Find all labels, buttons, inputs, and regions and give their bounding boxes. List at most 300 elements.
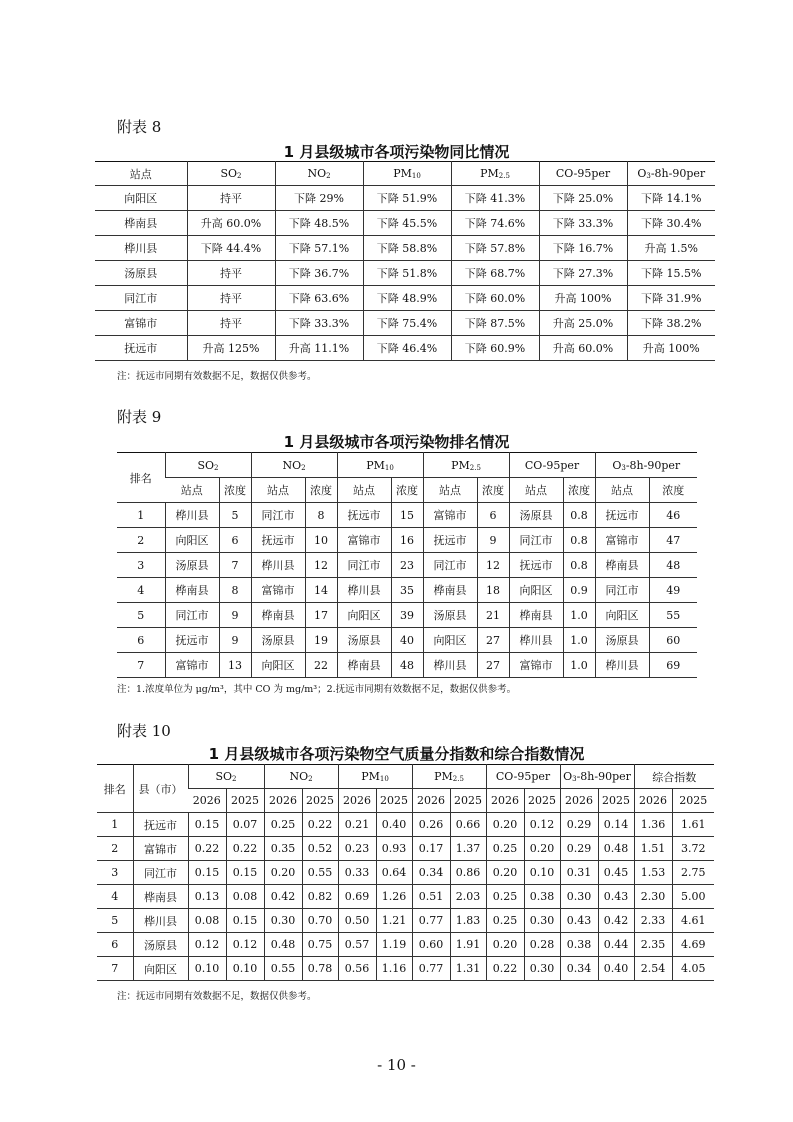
table-cell: 0.34 <box>560 957 598 981</box>
row-label-cell: 向阳区 <box>95 186 187 211</box>
table-row <box>97 885 714 909</box>
table-cell: 9 <box>219 603 251 628</box>
subheader-station: 站点 <box>251 478 305 503</box>
year-previous: 2025 <box>524 789 560 813</box>
table-row <box>95 186 715 211</box>
year-previous: 2025 <box>598 789 634 813</box>
subheader-station: 站点 <box>509 478 563 503</box>
row-label-cell: 7 <box>117 653 165 678</box>
table-cell: 汤原县 <box>251 628 305 653</box>
header-station: 站点 <box>95 162 187 186</box>
table-cell: 0.14 <box>598 813 634 837</box>
table-cell: 8 <box>219 578 251 603</box>
table-cell: 桦南县 <box>423 578 477 603</box>
table-row <box>97 933 714 957</box>
table-cell: 0.45 <box>598 861 634 885</box>
table-cell: 同江市 <box>423 553 477 578</box>
table-cell: 下降 44.4% <box>187 236 275 261</box>
year-previous: 2025 <box>672 789 714 813</box>
table-cell: 下降 15.5% <box>627 261 715 286</box>
header-pm10: $PM_{10}$ <box>363 162 451 186</box>
table-cell: 0.35 <box>264 837 302 861</box>
table-cell: 60 <box>649 628 697 653</box>
table-cell: 18 <box>477 578 509 603</box>
header-county: 县（市） <box>133 765 188 813</box>
table-cell: 桦南县 <box>165 578 219 603</box>
table-cell: 下降 41.3% <box>451 186 539 211</box>
table-cell: 下降 33.3% <box>275 311 363 336</box>
table-cell: 下降 48.9% <box>363 286 451 311</box>
row-label-cell: 同江市 <box>95 286 187 311</box>
table-cell: 12 <box>305 553 337 578</box>
table-cell: 0.40 <box>598 957 634 981</box>
subheader-conc: 浓度 <box>305 478 337 503</box>
row-label-cell: 4 <box>97 885 133 909</box>
table-cell: 下降 31.9% <box>627 286 715 311</box>
table-cell: 抚远市 <box>337 503 391 528</box>
table-row <box>117 503 697 528</box>
table-cell: 0.51 <box>412 885 450 909</box>
table-cell: 同江市 <box>509 528 563 553</box>
table-cell: 1.37 <box>450 837 486 861</box>
table-cell: 下降 75.4% <box>363 311 451 336</box>
table-row <box>117 553 697 578</box>
table-cell: 桦南县 <box>337 653 391 678</box>
table-cell: 0.28 <box>524 933 560 957</box>
table-cell: 0.15 <box>188 861 226 885</box>
header-no2: $NO_2$ <box>275 162 363 186</box>
table-cell: 抚远市 <box>423 528 477 553</box>
table-cell: 0.12 <box>226 933 264 957</box>
table-cell: 同江市 <box>337 553 391 578</box>
header-rank: 排名 <box>117 453 165 503</box>
table-cell: 2.75 <box>672 861 714 885</box>
table-cell: 下降 60.9% <box>451 336 539 361</box>
table-cell: 0.30 <box>264 909 302 933</box>
table-cell: 桦南县 <box>251 603 305 628</box>
table-cell: 汤原县 <box>423 603 477 628</box>
table-cell: 1.26 <box>376 885 412 909</box>
table-cell: 0.30 <box>524 957 560 981</box>
table-cell: 0.43 <box>598 885 634 909</box>
year-current: 2026 <box>412 789 450 813</box>
table-cell: 向阳区 <box>509 578 563 603</box>
table-cell: 1.51 <box>634 837 672 861</box>
table-row <box>97 957 714 981</box>
table-cell: 35 <box>391 578 423 603</box>
table-cell: 下降 29% <box>275 186 363 211</box>
table-cell: 下降 63.6% <box>275 286 363 311</box>
table9-label: 附表 9 <box>117 408 162 426</box>
table-cell: 桦南县 <box>133 885 188 909</box>
table-cell: 0.34 <box>412 861 450 885</box>
table-cell: 桦川县 <box>337 578 391 603</box>
row-label-cell: 1 <box>117 503 165 528</box>
table-cell: 下降 68.7% <box>451 261 539 286</box>
year-previous: 2025 <box>226 789 264 813</box>
table-cell: 2.54 <box>634 957 672 981</box>
table-cell: 抚远市 <box>509 553 563 578</box>
row-label-cell: 5 <box>97 909 133 933</box>
table-cell: 下降 25.0% <box>539 186 627 211</box>
table-cell: 下降 45.5% <box>363 211 451 236</box>
table-cell: 向阳区 <box>165 528 219 553</box>
table10-title: 1 月县级城市各项污染物空气质量分指数和综合指数情况 <box>208 745 585 763</box>
table10-note: 注：抚远市同期有效数据不足，数据仅供参考。 <box>117 991 317 1002</box>
table-cell: 1.91 <box>450 933 486 957</box>
table9-note: 注：1.浓度单位为 μg/m³，其中 CO 为 mg/m³；2.抚远市同期有效数据不足，数据仅供参考。 <box>117 684 517 695</box>
table-cell: 1.21 <box>376 909 412 933</box>
table-cell: 19 <box>305 628 337 653</box>
table-cell: 1.0 <box>563 653 595 678</box>
table9 <box>117 452 697 678</box>
row-label-cell: 富锦市 <box>95 311 187 336</box>
header-o3: $O_3-8h-90per$ <box>560 765 634 789</box>
table-cell: 1.53 <box>634 861 672 885</box>
table-cell: 0.55 <box>264 957 302 981</box>
table-cell: 0.38 <box>524 885 560 909</box>
table-cell: 向阳区 <box>595 603 649 628</box>
table-cell: 0.66 <box>450 813 486 837</box>
table-row <box>117 603 697 628</box>
table-cell: 17 <box>305 603 337 628</box>
table-cell: 7 <box>219 553 251 578</box>
table-cell: 下降 51.9% <box>363 186 451 211</box>
table-cell: 下降 57.1% <box>275 236 363 261</box>
table-cell: 1.19 <box>376 933 412 957</box>
table-cell: 0.86 <box>450 861 486 885</box>
table-cell: 3.72 <box>672 837 714 861</box>
table-cell: 0.22 <box>302 813 338 837</box>
table-cell: 39 <box>391 603 423 628</box>
table-cell: 富锦市 <box>423 503 477 528</box>
table9-header-row <box>117 453 697 478</box>
table8 <box>95 161 715 361</box>
table-cell: 49 <box>649 578 697 603</box>
table10 <box>97 764 714 981</box>
table-row <box>97 861 714 885</box>
row-label-cell: 桦南县 <box>95 211 187 236</box>
header-co: CO-95per <box>509 453 595 478</box>
table-row <box>117 528 697 553</box>
table-row <box>97 813 714 837</box>
table-cell: 下降 87.5% <box>451 311 539 336</box>
table-cell: 持平 <box>187 261 275 286</box>
table-cell: 同江市 <box>251 503 305 528</box>
table-cell: 富锦市 <box>251 578 305 603</box>
header-so2: $SO_2$ <box>188 765 264 789</box>
table-cell: 0.77 <box>412 909 450 933</box>
subheader-station: 站点 <box>423 478 477 503</box>
table-cell: 46 <box>649 503 697 528</box>
header-co: CO-95per <box>539 162 627 186</box>
table-cell: 0.64 <box>376 861 412 885</box>
table-cell: 1.36 <box>634 813 672 837</box>
table-cell: 0.56 <box>338 957 376 981</box>
table-cell: 同江市 <box>165 603 219 628</box>
table-cell: 0.52 <box>302 837 338 861</box>
table-cell: 1.61 <box>672 813 714 837</box>
table-cell: 0.82 <box>302 885 338 909</box>
table-cell: 2.33 <box>634 909 672 933</box>
table-cell: 0.17 <box>412 837 450 861</box>
table-cell: 14 <box>305 578 337 603</box>
table-cell: 向阳区 <box>423 628 477 653</box>
header-pm25: $PM_{2.5}$ <box>412 765 486 789</box>
table-cell: 下降 27.3% <box>539 261 627 286</box>
table-cell: 5 <box>219 503 251 528</box>
table-cell: 下降 48.5% <box>275 211 363 236</box>
table-cell: 升高 1.5% <box>627 236 715 261</box>
table-cell: 桦南县 <box>595 553 649 578</box>
table-cell: 4.61 <box>672 909 714 933</box>
table-cell: 0.93 <box>376 837 412 861</box>
table9-subheader-row <box>117 478 697 503</box>
row-label-cell: 1 <box>97 813 133 837</box>
header-pm10: $PM_{10}$ <box>337 453 423 478</box>
table8-title: 1 月县级城市各项污染物同比情况 <box>283 143 510 161</box>
header-so2: $SO_2$ <box>165 453 251 478</box>
table-cell: 0.40 <box>376 813 412 837</box>
table-cell: 持平 <box>187 311 275 336</box>
header-co: CO-95per <box>486 765 560 789</box>
subheader-conc: 浓度 <box>563 478 595 503</box>
table-cell: 同江市 <box>133 861 188 885</box>
table-cell: 0.33 <box>338 861 376 885</box>
table10-header-row <box>97 765 714 789</box>
table-cell: 下降 14.1% <box>627 186 715 211</box>
table-cell: 22 <box>305 653 337 678</box>
row-label-cell: 3 <box>117 553 165 578</box>
table-cell: 下降 46.4% <box>363 336 451 361</box>
table-cell: 0.15 <box>226 909 264 933</box>
table-cell: 升高 100% <box>539 286 627 311</box>
table-cell: 持平 <box>187 186 275 211</box>
table-cell: 27 <box>477 653 509 678</box>
table-cell: 汤原县 <box>509 503 563 528</box>
table-cell: 下降 30.4% <box>627 211 715 236</box>
table-cell: 10 <box>305 528 337 553</box>
table-cell: 0.70 <box>302 909 338 933</box>
table-cell: 0.57 <box>338 933 376 957</box>
table-cell: 0.69 <box>338 885 376 909</box>
table-cell: 0.8 <box>563 528 595 553</box>
table-cell: 桦川县 <box>251 553 305 578</box>
table-cell: 汤原县 <box>165 553 219 578</box>
row-label-cell: 抚远市 <box>95 336 187 361</box>
table-cell: 同江市 <box>595 578 649 603</box>
table-cell: 0.15 <box>188 813 226 837</box>
table-cell: 富锦市 <box>133 837 188 861</box>
table-cell: 下降 38.2% <box>627 311 715 336</box>
year-current: 2026 <box>264 789 302 813</box>
subheader-station: 站点 <box>165 478 219 503</box>
table-cell: 0.13 <box>188 885 226 909</box>
table-cell: 0.29 <box>560 837 598 861</box>
header-no2: $NO_2$ <box>264 765 338 789</box>
table-cell: 0.42 <box>264 885 302 909</box>
table-row <box>97 909 714 933</box>
table-cell: 9 <box>219 628 251 653</box>
table-cell: 55 <box>649 603 697 628</box>
subheader-station: 站点 <box>595 478 649 503</box>
table-cell: 0.43 <box>560 909 598 933</box>
row-label-cell: 桦川县 <box>95 236 187 261</box>
table-cell: 0.21 <box>338 813 376 837</box>
table-row <box>97 837 714 861</box>
table-cell: 升高 100% <box>627 336 715 361</box>
table-cell: 2.03 <box>450 885 486 909</box>
header-o3: $O_3-8h-90per$ <box>595 453 697 478</box>
table-cell: 2.35 <box>634 933 672 957</box>
year-current: 2026 <box>188 789 226 813</box>
table-cell: 8 <box>305 503 337 528</box>
table-row <box>95 286 715 311</box>
table-cell: 下降 51.8% <box>363 261 451 286</box>
year-previous: 2025 <box>376 789 412 813</box>
table-cell: 0.29 <box>560 813 598 837</box>
table-cell: 0.25 <box>486 885 524 909</box>
table-cell: 1.31 <box>450 957 486 981</box>
page-number: - 10 - <box>377 1056 416 1074</box>
table-cell: 1.0 <box>563 628 595 653</box>
header-o3: $O_3-8h-90per$ <box>627 162 715 186</box>
table8-note: 注：抚远市同期有效数据不足，数据仅供参考。 <box>117 371 317 382</box>
year-previous: 2025 <box>450 789 486 813</box>
table-cell: 4.69 <box>672 933 714 957</box>
table-cell: 40 <box>391 628 423 653</box>
table-cell: 0.10 <box>226 957 264 981</box>
table-cell: 4.05 <box>672 957 714 981</box>
table-cell: 0.25 <box>486 909 524 933</box>
table-row <box>95 236 715 261</box>
table-cell: 向阳区 <box>133 957 188 981</box>
table-cell: 23 <box>391 553 423 578</box>
table-cell: 0.08 <box>188 909 226 933</box>
table-cell: 汤原县 <box>595 628 649 653</box>
table-cell: 桦川县 <box>423 653 477 678</box>
subheader-conc: 浓度 <box>649 478 697 503</box>
table-cell: 6 <box>219 528 251 553</box>
table10-label: 附表 10 <box>117 722 171 740</box>
table-cell: 69 <box>649 653 697 678</box>
table-cell: 0.26 <box>412 813 450 837</box>
table-cell: 0.75 <box>302 933 338 957</box>
table-cell: 48 <box>391 653 423 678</box>
table-cell: 0.22 <box>486 957 524 981</box>
table-row <box>117 628 697 653</box>
table-cell: 0.55 <box>302 861 338 885</box>
subheader-conc: 浓度 <box>219 478 251 503</box>
table-row <box>95 211 715 236</box>
table-cell: 下降 33.3% <box>539 211 627 236</box>
table-cell: 下降 58.8% <box>363 236 451 261</box>
table-cell: 0.48 <box>264 933 302 957</box>
table-cell: 27 <box>477 628 509 653</box>
row-label-cell: 2 <box>97 837 133 861</box>
table-cell: 富锦市 <box>337 528 391 553</box>
table-cell: 0.42 <box>598 909 634 933</box>
table-cell: 1.83 <box>450 909 486 933</box>
table-cell: 0.60 <box>412 933 450 957</box>
table-cell: 16 <box>391 528 423 553</box>
row-label-cell: 6 <box>97 933 133 957</box>
table-cell: 15 <box>391 503 423 528</box>
year-current: 2026 <box>560 789 598 813</box>
table-cell: 升高 125% <box>187 336 275 361</box>
table-cell: 0.30 <box>560 885 598 909</box>
table8-header-row <box>95 162 715 186</box>
table-cell: 5.00 <box>672 885 714 909</box>
row-label-cell: 4 <box>117 578 165 603</box>
table-cell: 6 <box>477 503 509 528</box>
table-cell: 0.07 <box>226 813 264 837</box>
table-cell: 0.44 <box>598 933 634 957</box>
table-cell: 下降 74.6% <box>451 211 539 236</box>
table-cell: 0.20 <box>486 933 524 957</box>
table-cell: 47 <box>649 528 697 553</box>
year-previous: 2025 <box>302 789 338 813</box>
table-cell: 0.78 <box>302 957 338 981</box>
table8-label: 附表 8 <box>117 118 162 136</box>
table-cell: 富锦市 <box>165 653 219 678</box>
row-label-cell: 6 <box>117 628 165 653</box>
table-cell: 21 <box>477 603 509 628</box>
table-cell: 桦川县 <box>595 653 649 678</box>
table-cell: 1.16 <box>376 957 412 981</box>
table-cell: 向阳区 <box>251 653 305 678</box>
subheader-station: 站点 <box>337 478 391 503</box>
table-cell: 0.9 <box>563 578 595 603</box>
table-cell: 48 <box>649 553 697 578</box>
table-cell: 抚远市 <box>595 503 649 528</box>
table-cell: 0.22 <box>226 837 264 861</box>
table-cell: 抚远市 <box>133 813 188 837</box>
table-cell: 升高 25.0% <box>539 311 627 336</box>
table-cell: 2.30 <box>634 885 672 909</box>
table10-year-row <box>97 789 714 813</box>
table-cell: 桦南县 <box>509 603 563 628</box>
header-no2: $NO_2$ <box>251 453 337 478</box>
table-cell: 持平 <box>187 286 275 311</box>
table-cell: 0.8 <box>563 553 595 578</box>
subheader-conc: 浓度 <box>391 478 423 503</box>
table-cell: 升高 60.0% <box>187 211 275 236</box>
header-pm25: $PM_{2.5}$ <box>451 162 539 186</box>
table-cell: 0.50 <box>338 909 376 933</box>
table-cell: 下降 16.7% <box>539 236 627 261</box>
table-cell: 0.20 <box>264 861 302 885</box>
table-cell: 13 <box>219 653 251 678</box>
header-so2: $SO_2$ <box>187 162 275 186</box>
table-cell: 0.25 <box>264 813 302 837</box>
table-row <box>95 311 715 336</box>
year-current: 2026 <box>338 789 376 813</box>
table-cell: 汤原县 <box>133 933 188 957</box>
table-cell: 0.20 <box>486 813 524 837</box>
table-cell: 1.0 <box>563 603 595 628</box>
table-cell: 下降 36.7% <box>275 261 363 286</box>
table-cell: 0.20 <box>524 837 560 861</box>
table-cell: 桦川县 <box>509 628 563 653</box>
table-row <box>117 653 697 678</box>
table-cell: 桦川县 <box>133 909 188 933</box>
row-label-cell: 2 <box>117 528 165 553</box>
table-cell: 0.77 <box>412 957 450 981</box>
header-pm25: $PM_{2.5}$ <box>423 453 509 478</box>
table-cell: 0.12 <box>524 813 560 837</box>
table-row <box>95 261 715 286</box>
